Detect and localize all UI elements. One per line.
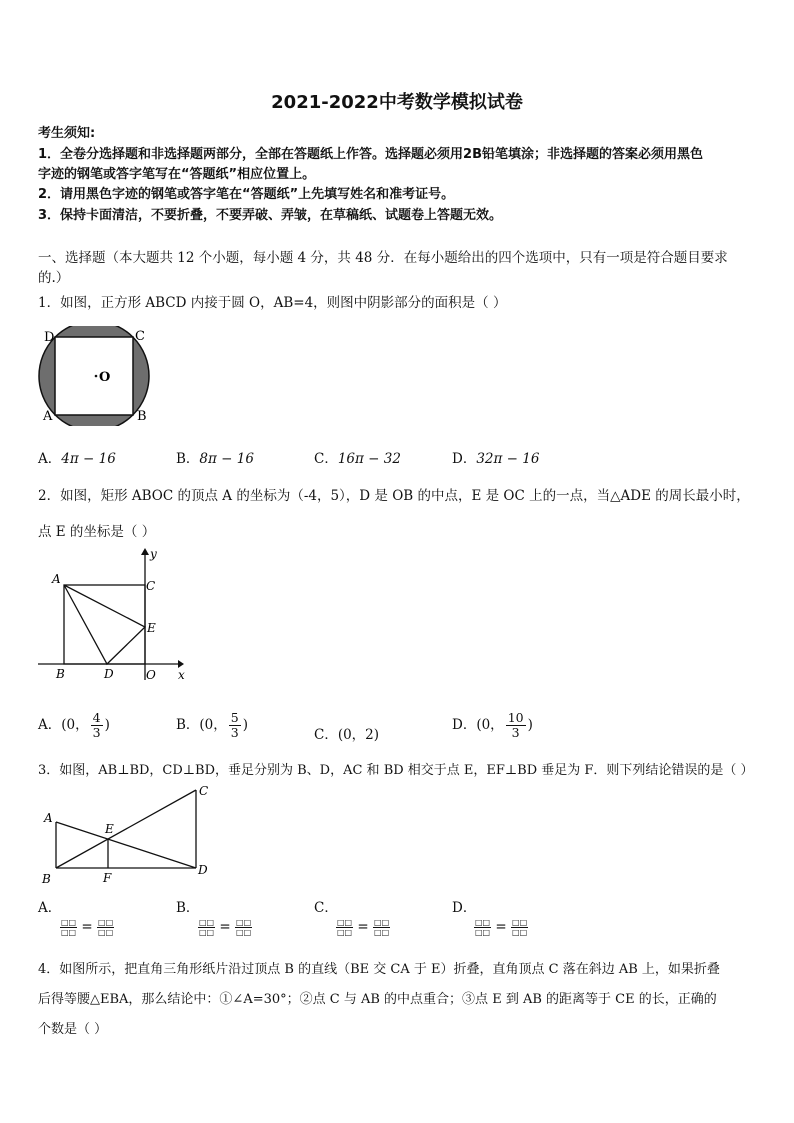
q3-label-c: C [199,784,209,798]
q3-label-d: D [198,863,208,877]
q1-option-d[interactable]: D．32π − 16 [452,451,540,467]
q2-label-a: A [52,572,61,586]
q1-stem: 1．如图，正方形 ABCD 内接于圆 O，AB=4，则图中阴影部分的面积是（ ） [38,295,507,311]
q2-label-o: O [146,668,156,682]
q2-option-d[interactable]: D．(0， $\frac{10}{3}$ ) [452,710,533,740]
q1-label-b: B [137,409,147,424]
q1-label-c: C [135,329,145,344]
q3-label-a: A [44,811,53,825]
q2-option-a[interactable]: A．(0， $\frac{4}{3}$ ) [38,710,110,740]
q3-label-f: F [103,871,112,885]
q1-label-d: D [44,330,55,345]
notice-item-1: 1．全卷分选择题和非选择题两部分，全部在答题纸上作答。选择题必须用2B铅笔填涂；非选择题的答案必须用黑色 [38,147,704,162]
notice-item-3: 3．保持卡面清洁，不要折叠，不要弄破、弄皱，在草稿纸、试题卷上答题无效。 [38,208,503,223]
q3-option-c[interactable]: C． □□ □□ = □□ □□ [314,900,390,937]
q2-stem: 2．如图，矩形 ABOC 的顶点 A 的坐标为（-4，5），D 是 OB 的中点，E 是 OC 上的一点，当△ADE 的周长最小时， [38,488,750,504]
q3-label-e: E [105,822,114,836]
q2-option-b[interactable]: B．(0， $\frac{5}{3}$ ) [176,710,249,740]
q3-option-a[interactable]: A． □□ □□ = □□ □□ [38,900,114,937]
q4-stem: 4．如图所示，把直角三角形纸片沿过顶点 B 的直线（BE 交 CA 于 E）折叠，直角顶点 C 落在斜边 AB 上，如果折叠 [38,962,720,977]
q1-option-b[interactable]: B．8π − 16 [176,451,254,467]
q2-label-d: D [104,667,114,681]
q2-label-y: y [150,547,157,561]
q2-rectangle [64,585,145,664]
q4-stem-cont: 后得等腰△EBA，那么结论中：①∠A=30°；②点 C 与 AB 的中点重合；③点 E 到 AB 的距离等于 CE 的长，正确的 [38,992,717,1007]
q1-label-o: O [99,370,111,385]
q2-triangle-ade [64,585,145,664]
q2-x-arrow [178,660,184,668]
section-heading: 一、选择题（本大题共 12 个小题，每小题 4 分，共 48 分．在每小题给出的四个选项中，只有一项是符合题目要求 [38,250,728,266]
q1-center-dot [95,375,98,378]
q1-square [55,337,133,415]
q2-label-c: C [146,579,156,593]
q3-option-d[interactable]: D． □□ □□ = □□ □□ [452,900,528,937]
q2-figure [34,545,194,685]
q3-label-b: B [42,872,51,886]
q2-label-x: x [178,668,185,682]
q1-label-a: A [43,409,53,424]
q3-figure [36,782,216,888]
page-title: 2021-2022中考数学模拟试卷 [271,92,523,113]
q1-option-c[interactable]: C．16π − 32 [314,451,401,467]
notice-item-1-cont: 字迹的钢笔或答字笔写在“答题纸”相应位置上。 [38,167,316,182]
q2-label-e: E [147,621,156,635]
q3-stem: 3．如图，AB⊥BD，CD⊥BD，垂足分别为 B、D，AC 和 BD 相交于点 E，EF⊥BD 垂足为 F．则下列结论错误的是（ ） [38,763,754,778]
q1-option-a[interactable]: A．4π − 16 [38,451,116,467]
notice-item-2: 2．请用黑色字迹的钢笔或答字笔在“答题纸”上先填写姓名和准考证号。 [38,187,455,202]
q4-stem-end: 个数是（ ） [38,1022,108,1037]
q2-stem-cont: 点 E 的坐标是（ ） [38,524,156,540]
q1-figure [34,326,159,426]
q2-option-c[interactable]: C．(0，2) [314,727,380,743]
q2-y-arrow [141,548,149,555]
q3-option-b[interactable]: B． □□ □□ = □□ □□ [176,900,252,937]
q2-label-b: B [56,667,65,681]
section-heading-cont: 的.） [38,270,70,286]
notice-heading: 考生须知: [38,126,96,141]
